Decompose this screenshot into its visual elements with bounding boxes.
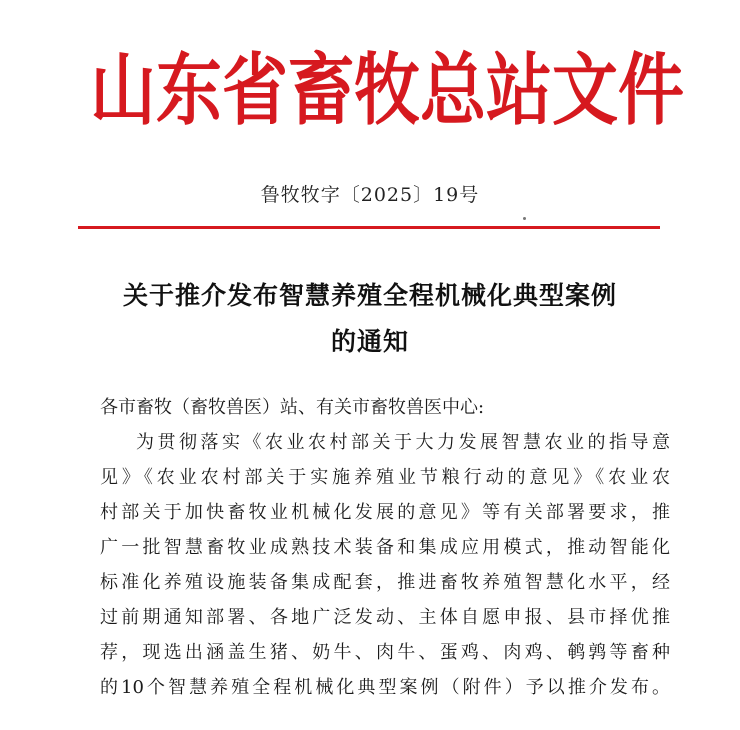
red-divider-line	[78, 226, 660, 229]
paragraph-line: 为贯彻落实《农业农村部关于大力发展智慧农业的指导意	[136, 432, 670, 453]
document-number: 鲁牧牧字〔2025〕19号	[260, 184, 480, 206]
paragraph-line: 广一批智慧畜牧业成熟技术装备和集成应用模式，推动智能化	[100, 537, 670, 558]
notice-title-line-1: 关于推介发布智慧养殖全程机械化典型案例	[122, 281, 617, 310]
paragraph-line: 见》《农业农村部关于实施养殖业节粮行动的意见》《农业农	[100, 467, 670, 488]
document-header-title: 山东省畜牧总站文件	[90, 45, 684, 136]
salutation: 各市畜牧（畜牧兽医）站、有关市畜牧兽医中心:	[100, 397, 485, 418]
paragraph-line: 荐，现选出涵盖生猪、奶牛、肉牛、蛋鸡、肉鸡、鹌鹑等畜种	[100, 642, 670, 663]
notice-body	[100, 390, 670, 705]
paragraph-line: 的10个智慧养殖全程机械化典型案例（附件）予以推介发布。	[100, 677, 670, 698]
paragraph-line: 标准化养殖设施装备集成配套，推进畜牧养殖智慧化水平，经	[100, 572, 670, 593]
paragraph-line: 过前期通知部署、各地广泛发动、主体自愿申报、县市择优推	[100, 607, 670, 628]
paragraph-line: 村部关于加快畜牧业机械化发展的意见》等有关部署要求，推	[100, 502, 670, 523]
notice-title	[60, 273, 680, 365]
notice-title-line-2: 的通知	[330, 327, 409, 356]
scan-dot-mark	[523, 217, 526, 220]
